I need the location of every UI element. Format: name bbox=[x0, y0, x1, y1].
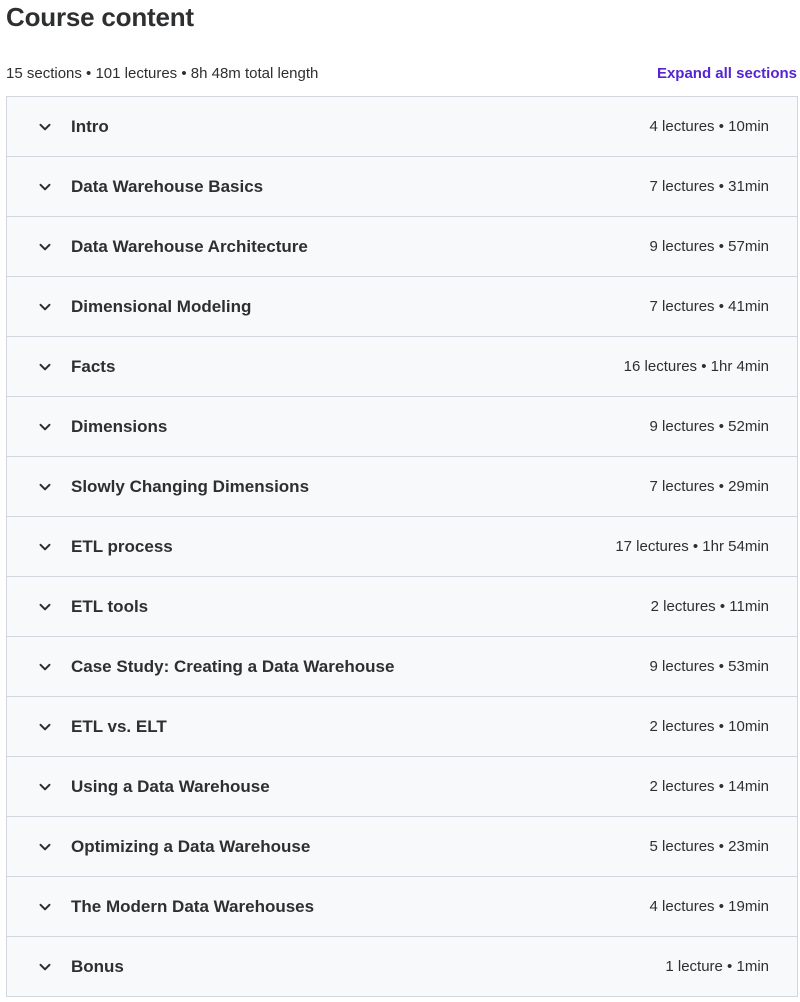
section-meta: 7 lectures • 41min bbox=[649, 298, 769, 315]
section-title: Facts bbox=[71, 356, 116, 376]
chevron-down-icon bbox=[37, 239, 53, 255]
course-summary-row bbox=[6, 62, 797, 84]
sections-list bbox=[6, 96, 798, 997]
section-title: Slowly Changing Dimensions bbox=[71, 476, 310, 496]
section-row[interactable] bbox=[7, 877, 797, 937]
section-row[interactable] bbox=[7, 697, 797, 757]
chevron-down-icon bbox=[37, 779, 53, 795]
section-title: ETL tools bbox=[71, 596, 149, 616]
section-meta: 2 lectures • 14min bbox=[649, 778, 769, 795]
course-summary-text: 15 sections • 101 lectures • 8h 48m total length bbox=[6, 64, 319, 82]
section-row[interactable] bbox=[7, 217, 797, 277]
chevron-down-icon bbox=[37, 119, 53, 135]
section-meta: 7 lectures • 29min bbox=[649, 478, 769, 495]
section-row[interactable] bbox=[7, 817, 797, 877]
section-row[interactable] bbox=[7, 97, 797, 157]
section-meta: 2 lectures • 11min bbox=[650, 598, 769, 615]
page-title: Course content bbox=[6, 2, 194, 32]
section-meta: 7 lectures • 31min bbox=[649, 178, 769, 195]
section-meta: 4 lectures • 10min bbox=[649, 118, 769, 135]
section-title: The Modern Data Warehouses bbox=[71, 896, 315, 916]
expand-all-sections-button[interactable]: Expand all sections bbox=[656, 64, 797, 82]
section-title: ETL process bbox=[71, 536, 173, 556]
chevron-down-icon bbox=[37, 419, 53, 435]
section-meta: 9 lectures • 53min bbox=[649, 658, 769, 675]
section-title: Dimensional Modeling bbox=[71, 296, 252, 316]
section-title: Intro bbox=[71, 116, 109, 136]
chevron-down-icon bbox=[37, 479, 53, 495]
chevron-down-icon bbox=[37, 179, 53, 195]
chevron-down-icon bbox=[37, 719, 53, 735]
section-row[interactable] bbox=[7, 937, 797, 997]
section-row[interactable] bbox=[7, 457, 797, 517]
chevron-down-icon bbox=[37, 659, 53, 675]
section-title: Data Warehouse Basics bbox=[71, 176, 264, 196]
section-row[interactable] bbox=[7, 157, 797, 217]
chevron-down-icon bbox=[37, 959, 53, 975]
section-meta: 4 lectures • 19min bbox=[649, 898, 769, 915]
section-title: Dimensions bbox=[71, 416, 168, 436]
chevron-down-icon bbox=[37, 539, 53, 555]
section-title: Bonus bbox=[71, 956, 124, 976]
section-row[interactable] bbox=[7, 637, 797, 697]
section-row[interactable] bbox=[7, 577, 797, 637]
chevron-down-icon bbox=[37, 359, 53, 375]
section-title: Using a Data Warehouse bbox=[71, 776, 270, 796]
section-title: Case Study: Creating a Data Warehouse bbox=[71, 656, 395, 676]
chevron-down-icon bbox=[37, 299, 53, 315]
section-meta: 1 lecture • 1min bbox=[665, 958, 769, 975]
section-meta: 17 lectures • 1hr 54min bbox=[615, 538, 769, 555]
chevron-down-icon bbox=[37, 599, 53, 615]
section-row[interactable] bbox=[7, 277, 797, 337]
section-title: Optimizing a Data Warehouse bbox=[71, 836, 311, 856]
chevron-down-icon bbox=[37, 839, 53, 855]
section-title: ETL vs. ELT bbox=[71, 716, 167, 736]
section-row[interactable] bbox=[7, 757, 797, 817]
section-row[interactable] bbox=[7, 517, 797, 577]
section-row[interactable] bbox=[7, 397, 797, 457]
section-meta: 2 lectures • 10min bbox=[649, 718, 769, 735]
section-title: Data Warehouse Architecture bbox=[71, 236, 308, 256]
section-meta: 9 lectures • 52min bbox=[649, 418, 769, 435]
section-meta: 5 lectures • 23min bbox=[649, 838, 769, 855]
section-meta: 16 lectures • 1hr 4min bbox=[623, 358, 769, 375]
chevron-down-icon bbox=[37, 899, 53, 915]
section-meta: 9 lectures • 57min bbox=[649, 238, 769, 255]
section-row[interactable] bbox=[7, 337, 797, 397]
